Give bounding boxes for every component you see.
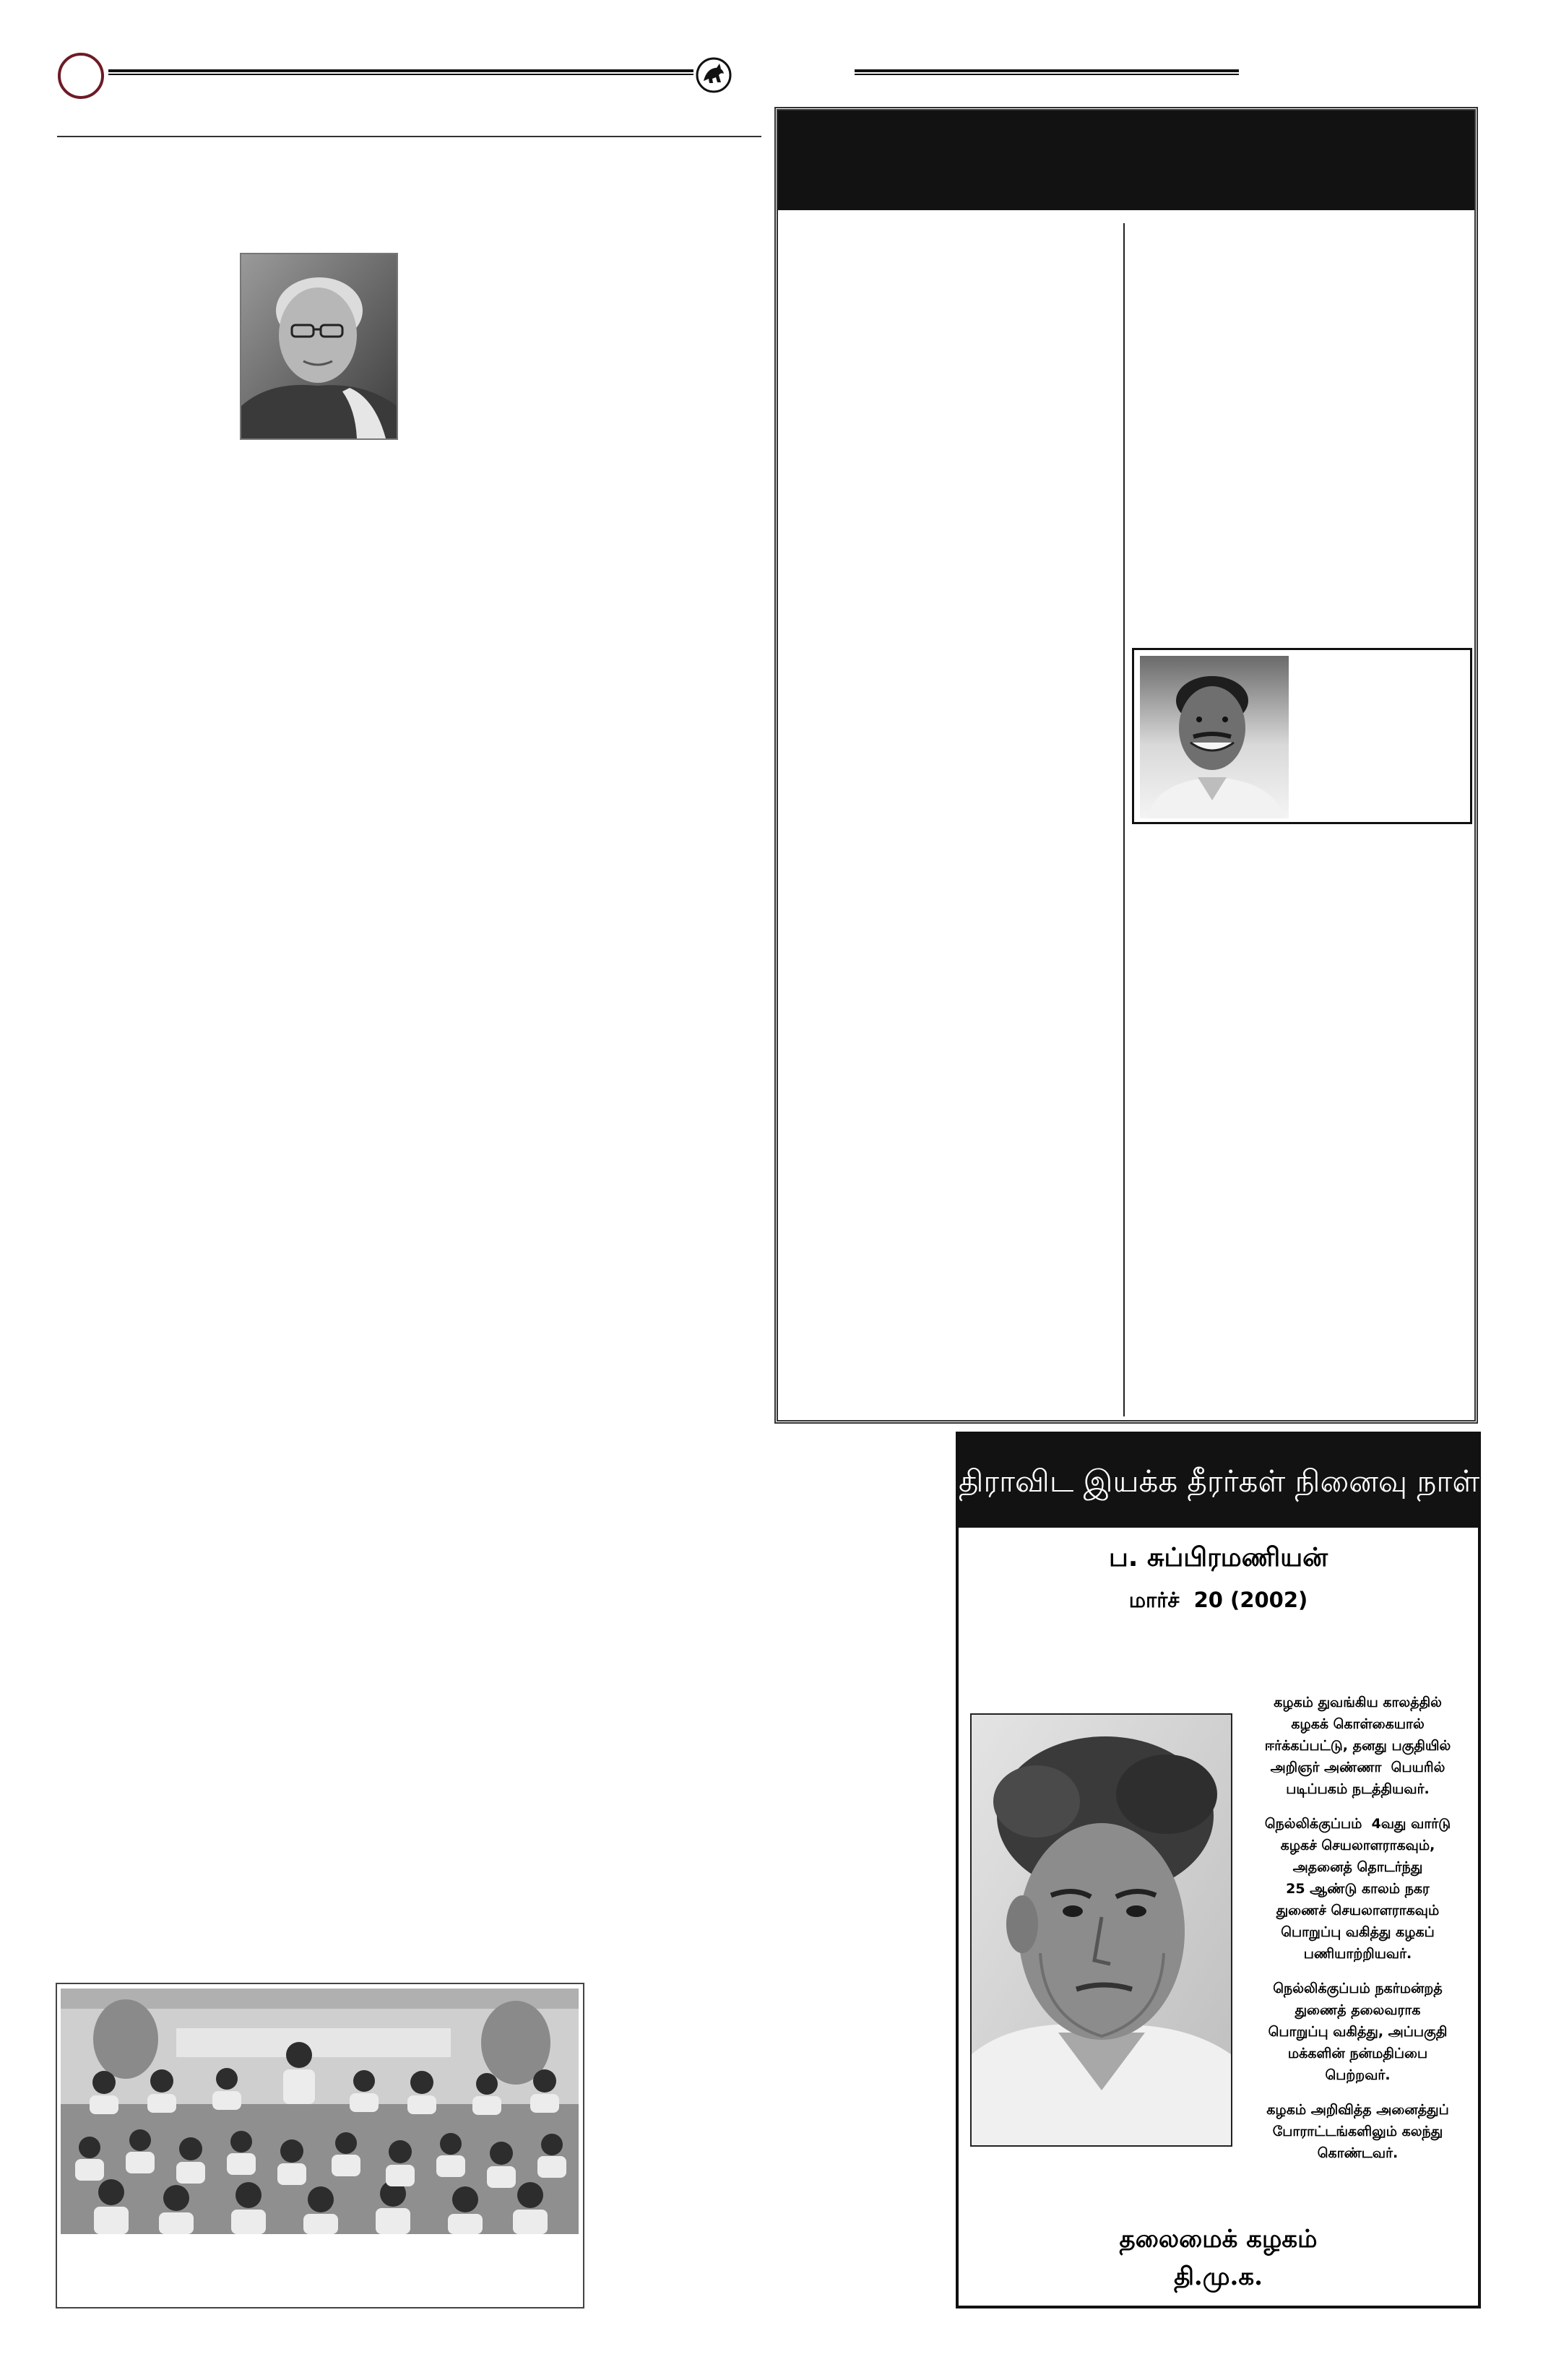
- biography-line: கொண்டவர்.: [1317, 2145, 1399, 2161]
- biography-line: அறிஞர் அண்ணா பெயரில்: [1270, 1760, 1445, 1775]
- biography-line: கழகச் செயலாளராகவும்,: [1280, 1838, 1435, 1853]
- masthead-rule-left: [108, 69, 693, 75]
- biography-line: 25 ஆண்டு காலம் நகர: [1286, 1881, 1430, 1897]
- biography-paragraph: [1240, 2099, 1475, 2164]
- masthead-rule-right: [855, 69, 1239, 75]
- article-column-divider: [1123, 223, 1125, 1416]
- meeting-photo-frame: [56, 1983, 584, 2308]
- biography-line: துணைச் செயலாளராகவும்: [1276, 1903, 1440, 1918]
- memorial-header: திராவிட இயக்க தீரர்கள் நினைவு நாள்: [959, 1435, 1478, 1528]
- biography-line: பொறுப்பு வகித்து கழகப்: [1281, 1924, 1435, 1940]
- article-photo-frame: [1132, 648, 1472, 824]
- memorial-portrait-photo: [970, 1713, 1232, 2147]
- biography-line: பெற்றவர்.: [1325, 2067, 1391, 2083]
- party-emblem-icon: [695, 56, 732, 94]
- biography-line: பொறுப்பு வகித்து, அப்பகுதி: [1268, 2024, 1448, 2040]
- memorial-name: ப. சுப்பிரமணியன்: [1109, 1543, 1328, 1572]
- biography-line: கழகம் துவங்கிய காலத்தில்: [1274, 1695, 1442, 1710]
- portrait-photo: [240, 253, 398, 440]
- memorial-biography: [1240, 1692, 1475, 2177]
- memorial-signature-line-1: தலைமைக் கழகம்: [1119, 2225, 1318, 2254]
- biography-line: கழகக் கொள்கையால்: [1291, 1716, 1425, 1732]
- biography-line: பணியாற்றியவர்.: [1303, 1946, 1412, 1962]
- article-portrait-photo: [1140, 656, 1289, 818]
- biography-paragraph: [1240, 1692, 1475, 1800]
- biography-paragraph: [1240, 1813, 1475, 1965]
- column-rule: [57, 136, 761, 137]
- biography-line: படிப்பகம் நடத்தியவர்.: [1286, 1781, 1430, 1797]
- biography-line: போராட்டங்களிலும் கலந்து: [1272, 2124, 1443, 2139]
- biography-paragraph: [1240, 1978, 1475, 2086]
- article-header-band: [778, 111, 1474, 210]
- memorial-date: மார்ச் 20 (2002): [1128, 1588, 1308, 1612]
- memorial-signature-line-2: தி.மு.க.: [1174, 2262, 1263, 2291]
- biography-line: துணைத் தலைவராக: [1295, 2002, 1421, 2018]
- biography-line: ஈர்க்கப்பட்டு, தனது பகுதியில்: [1264, 1738, 1451, 1754]
- meeting-group-photo: [61, 1989, 579, 2234]
- biography-line: அதனைத் தொடர்ந்து: [1292, 1859, 1423, 1875]
- biography-line: கழகம் அறிவித்த அனைத்துப்: [1266, 2102, 1449, 2118]
- biography-line: நெல்லிக்குப்பம் நகர்மன்றத்: [1273, 1981, 1443, 1996]
- biography-line: நெல்லிக்குப்பம் 4வது வார்டு: [1264, 1816, 1451, 1832]
- memorial-notice: [956, 1432, 1481, 2308]
- biography-line: மக்களின் நன்மதிப்பை: [1287, 2046, 1428, 2061]
- page-number-circle: [58, 53, 104, 99]
